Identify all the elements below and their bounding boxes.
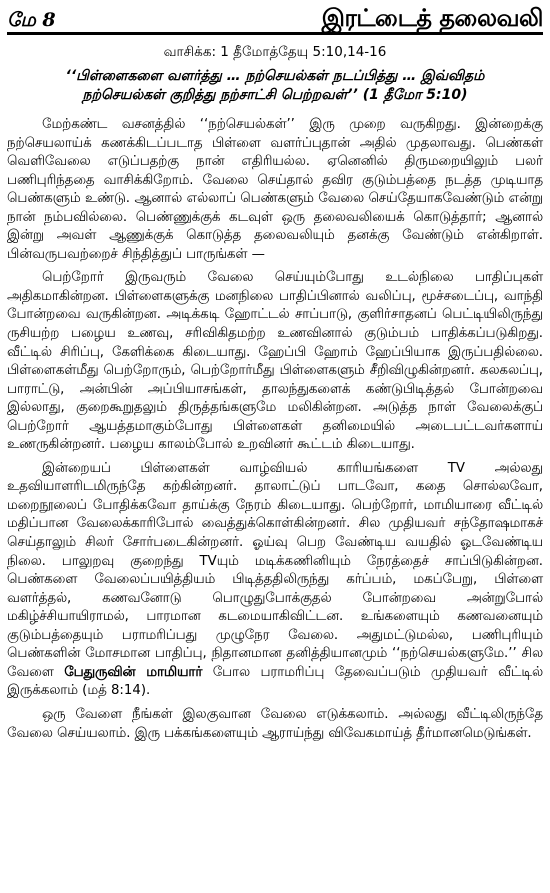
paragraph-4: ஒரு வேளை நீங்கள் இலகுவான வேலை எடுக்கலாம். அல்லது வீட்டிலிருந்தே வேலை செய்யலாம். இரு பக்கங்களையும் ஆராய்ந்து விவேகமாய்த் தீர்மானமெடுங்கள். (7, 706, 543, 741)
paragraph-3-text-end: போல பராமரிப்பு தேவைப்படும் முதியவர் வீட்டில் இருக்கலாம் (மத் 8:14). (7, 664, 543, 699)
paragraph-3-emphasis: பேதுருவின் மாமியார் (64, 664, 203, 680)
page-title: இரட்டைத் தலைவலி (321, 4, 543, 32)
key-verse-line-2: நற்செயல்கள் குறித்து நற்சாட்சி பெற்றவள்’’ (1 தீமோ 5:10) (82, 87, 468, 103)
key-verse (7, 67, 543, 105)
scripture-reading: வாசிக்க: 1 தீமோத்தேயு 5:10,14-16 (163, 44, 387, 60)
paragraph-1: மேற்கண்ட வசனத்தில் ‘‘நற்செயல்கள்’’ இரு முறை வருகிறது. இன்றைக்கு நற்செயலாய்க் கணக்கிடப்படாத பிள்ளை வளர்ப்புதான் அதில் முதலாவது. பெண்கள் வெளிவேலை எடுப்பதற்கு நான் எதிரியல்ல. ஏனெனில் திருமறையிலும் பலர் பணிபுரிந்ததை வாசிக்கிறோம். வேலை செய்தால் தவிர குடும்பத்தை நடத்த முடியாத பெண்களும் உண்டு. ஆனால் எல்லாப் பெண்களும் வேலை செய்தேயாகவேண்டும் என்று நான் நம்பவில்லை. பெண்ணுக்குக் கடவுள் ஒரு தலைவலியைக் கொடுத்தார்; ஆனால் இன்று அவள் ஆணுக்குக் கொடுத்த தலைவலியும் தனக்கு வேண்டும் என்கிறாள். பின்வருபவற்றைச் சிந்தித்துப் பாருங்கள் — (7, 117, 543, 262)
paragraph-3 (7, 460, 543, 701)
key-verse-line-1: ‘‘பிள்ளைகளை வளர்த்து … நற்செயல்கள் நடப்பித்து … இவ்விதம் (65, 68, 485, 84)
page-date: மே 8 (7, 9, 56, 31)
paragraph-3-text: இன்றையப் பிள்ளைகள் வாழ்வியல் காரியங்களை TV அல்லது உதவியாளரிடமிருந்தே கற்கின்றனர். தாலாட்டுப் பாடவோ, கதை சொல்லவோ, மறைநூலைப் போதிக்கவோ தாய்க்கு நேரம் கிடையாது. பெற்றோர், மாமியாரை வீட்டில் மதிப்பான வேலைக்காரிபோல் வைத்துக்கொள்கின்றனர். சில முதியவர் சந்தோஷமாகச் செய்தாலும் சிலர் சோர்படைகின்றனர். ஓய்வு பெற வேண்டிய வயதில் ஓடவேண்டிய நிலை. பாலுறவு குறைந்து TVயும் மடிக்கணினியும் நேரத்தைச் சாப்பிடுகின்றன. பெண்களை வேலைப்பயித்தியம் பிடித்ததிலிருந்து கர்ப்பம், மகப்பேறு, பிள்ளை வளர்த்தல், கணவனோடு பொழுதுபோக்குதல் போன்றவை அன்றுபோல் மகிழ்ச்சியாயிராமல், பாரமான கடமையாகிவிட்டன. உங்களையும் கணவனையும் குடும்பத்தையும் பராமரிப்பது முழுநேர வேலை. அதுமட்டுமல்ல, பணிபுரியும் பெண்களின் மோசமான பாதிப்பு, நிதானமான தனித்தியானமும் ‘‘நற்செயல்களுமே.’’ சில வேளை (7, 460, 543, 680)
paragraph-2: பெற்றோர் இருவரும் வேலை செய்யும்போது உடல்நிலை பாதிப்புகள் அதிகமாகின்றன. பிள்ளைகளுக்கு மனநிலை பாதிப்பினால் வலிப்பு, மூச்சடைப்பு, வாந்தி போன்றவை வருகின்றன. அடிக்கடி ஹோட்டல் சாப்பாடு, குளிர்சாதனப் பெட்டியிலிருந்து ருசியற்ற பழைய உணவு, சரிவிகிதமற்ற உணவினால் குடும்பம் பாதிக்கப்படுகிறது. வீட்டில் சிரிப்பு, கேளிக்கை கிடையாது. ஹேப்பி ஹோம் ஹேப்பியாக இருப்பதில்லை. பிள்ளைகள்மீது பெற்றோரும், பெற்றோர்மீது பிள்ளைகளும் சீறிவிழுகின்றனர். கலகலப்பு, பாராட்டு, அன்பின் அப்பியாசங்கள், தாலந்துகளைக் கண்டுபிடித்தல் போன்றவை இல்லாது, குறைகூறுதலும் திருத்தங்களுமே மலிகின்றன. அடுத்த நாள் வேலைக்குப் பெற்றோர் ஆயத்தமாகும்போது பிள்ளைகள் தனிமையில் அடைபட்டவர்களாய் உணருகின்றனர். பழைய காலம்போல் உறவினர் கூட்டம் கிடையாது. (7, 270, 543, 453)
page-header (7, 4, 543, 35)
